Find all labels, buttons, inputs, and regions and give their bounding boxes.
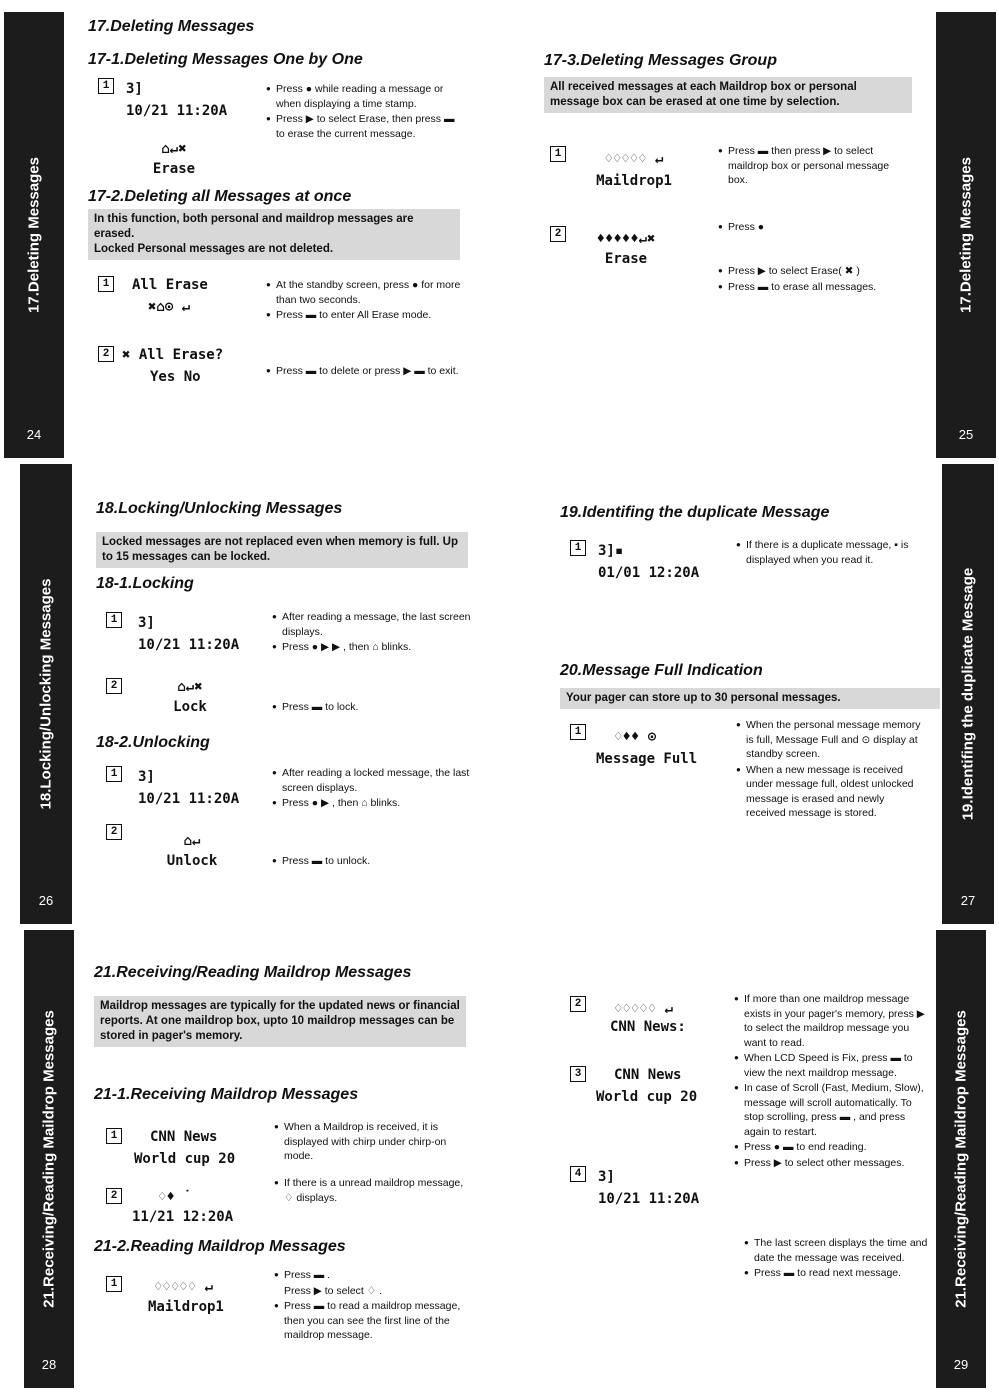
lcd-line: 10/21 11:20A [126,103,228,119]
lcd-line: Lock [173,699,207,715]
instruction-bullet: ● When a Maildrop is received, it is displayed with chirp under chirp-on mode. [274,1120,470,1164]
step-number: 2 [550,226,566,242]
instruction-bullet: ● When the personal message memory is full, Message Full and ⊙ display at standby screen. [736,718,926,762]
lcd-line: CNN News [150,1129,218,1145]
step-number: 4 [570,1166,586,1182]
step-number: 1 [98,78,114,94]
instruction-bullet: ● Press ▬ . [274,1268,470,1283]
instruction-bullet: ● Press ▶ to select Erase( ✖ ) [718,264,918,279]
step-number: 1 [570,724,586,740]
info-note: Locked messages are not replaced even when memory is full. Up to 15 messages can be locked. [96,532,468,568]
lcd-line: 11/21 12:20A [132,1209,234,1225]
page-26-title: 18.Locking/Unlocking Messages [96,500,343,517]
spread-pages-28-29 [24,930,986,1388]
page-27-number: 27 [960,893,976,908]
lcd-line: 3] [138,615,155,631]
section-17-1-heading: 17-1.Deleting Messages One by One [88,51,363,68]
page-26-number: 26 [38,893,54,908]
instruction-list [272,700,472,716]
page-28-number: 28 [41,1357,57,1372]
lcd-line: ⌂↵✖ [177,679,203,695]
step-number: 1 [106,1276,122,1292]
instruction-bullet: ● Press ▬ then press ▶ to select maildrop box or personal message box. [718,144,910,188]
page-28 [24,930,510,1388]
lcd-line: 10/21 11:20A [138,637,240,653]
instruction-bullet: ● At the standby screen, press ● for more than two seconds. [266,278,466,307]
lcd-line: 10/21 11:20A [598,1191,700,1207]
lcd-line: Yes No [150,369,201,385]
info-note [88,209,460,260]
lcd-line: ✖⌂⊙ ↵ [148,299,191,315]
page-29-tab-label: 21.Receiving/Reading Maildrop Messages [952,1010,970,1308]
page-26-tab-label: 18.Locking/Unlocking Messages [37,578,55,810]
page-27-side-tab [942,464,994,924]
instruction-bullet: ● The last screen displays the time and date the message was received. [744,1236,932,1265]
lcd-line: Message Full [596,751,698,767]
instruction-list [274,1120,470,1165]
page-29 [510,930,986,1388]
instruction-list [272,610,472,656]
lcd-line: Erase [604,251,648,267]
note-line: In this function, both personal and maildrop messages are erased. [94,213,414,240]
step-number: 2 [106,824,122,840]
lcd-line: Erase [152,161,196,177]
instruction-bullet: ● Press ▬ to erase all messages. [718,280,918,295]
instruction-bullet: ● After reading a locked message, the last screen displays. [272,766,472,795]
info-note: All received messages at each Maildrop box or personal message box can be erased at one time by selection. [544,77,912,113]
section-21-1-heading: 21-1.Receiving Maildrop Messages [94,1086,359,1103]
step-number: 2 [98,346,114,362]
page-24 [4,12,500,458]
info-note: Maildrop messages are typically for the updated news or financial reports. At one maildrop box, upto 10 maildrop messages can be stored in pager's memory. [94,996,466,1047]
instruction-list [718,144,910,189]
step-number: 1 [106,766,122,782]
lcd-line: ♢♢♢♢♢ ↵ [154,1279,214,1295]
section-17-2-heading: 17-2.Deleting all Messages at once [88,188,352,205]
page-29-number: 29 [953,1357,969,1372]
lcd-line: 3]▪ [598,543,624,559]
instruction-bullet: ● Press ▬ to unlock. [272,854,472,869]
page-27 [508,464,994,924]
instruction-list [736,718,926,822]
page-28-title: 21.Receiving/Reading Maildrop Messages [94,964,412,981]
lcd-line: 10/21 11:20A [138,791,240,807]
instruction-list [736,538,926,568]
section-18-2-heading: 18-2.Unlocking [96,734,210,751]
info-note: Your pager can store up to 30 personal messages. [560,688,940,709]
step-number: 1 [106,612,122,628]
lcd-line: 01/01 12:20A [598,565,700,581]
page-26-side-tab [20,464,72,924]
instruction-line: Press ▶ to select ♢ . [284,1284,383,1297]
instruction-bullet: ● Press ▬ to delete or press ▶ ▬ to exit. [266,364,466,379]
section-17-3-heading: 17-3.Deleting Messages Group [544,52,777,69]
instruction-list [272,854,472,870]
instruction-bullet: ● Press ● ▬ to end reading. [734,1140,932,1155]
lcd-line: CNN News [614,1067,682,1083]
instruction-list [734,992,932,1171]
instruction-bullet: ● Press ▬ to lock. [272,700,472,715]
lcd-line: 3] [126,81,143,97]
instruction-bullet: ● In case of Scroll (Fast, Medium, Slow), message will scroll automatically. To stop scrolling, press ▬ , and press again to restart. [734,1081,932,1139]
instruction-bullet: ● If there is a unread maildrop message, ♢ displays. [274,1176,470,1205]
page-28-side-tab [24,930,74,1388]
lcd-line: ♢♢♢♢♢ ↵ [614,1001,674,1017]
step-number: 1 [106,1128,122,1144]
lcd-line: Maildrop1 [596,173,672,189]
instruction-bullet: ● Press ▬ to read next message. [744,1266,932,1281]
lcd-line: All Erase [132,277,208,293]
page-26 [20,464,508,924]
step-number: 1 [570,540,586,556]
lcd-line: CNN News: [610,1019,686,1035]
lcd-line: 3] [138,769,155,785]
section-19-heading: 19.Identifing the duplicate Message [560,504,830,521]
instruction-bullet: ● Press ▬ to enter All Erase mode. [266,308,466,323]
instruction-list [274,1268,470,1344]
spread-pages-26-27 [20,464,994,924]
section-21-2-heading: 21-2.Reading Maildrop Messages [94,1238,346,1255]
page-24-side-tab [4,12,64,458]
step-number: 2 [106,1188,122,1204]
step-number: 3 [570,1066,586,1082]
lcd-line: ⌂↵ [183,833,201,849]
step-number: 1 [98,276,114,292]
lcd-line: ♢♦♦ ⊙ [614,729,657,745]
lcd-line: ♢♢♢♢♢ ↵ [604,151,664,167]
page-27-tab-label: 19.Identifing the duplicate Message [959,567,977,821]
lcd-line: World cup 20 [596,1089,698,1105]
instruction-bullet: ● Press ● ▶ ▶ , then ⌂ blinks. [272,640,472,655]
note-line: Locked Personal messages are not deleted. [94,243,334,255]
instruction-bullet: ● When a new message is received under message full, oldest unlocked message is erased and newly received message is stored. [736,763,926,821]
instruction-list [266,278,466,324]
instruction-bullet: ● Press ● ▶ , then ⌂ blinks. [272,796,472,811]
instruction-list [274,1176,470,1206]
instruction-bullet: ● When LCD Speed is Fix, press ▬ to view the next maildrop message. [734,1051,932,1080]
instruction-list [266,364,466,380]
instruction-list [272,766,472,812]
lcd-line: ✖ All Erase? [122,347,224,363]
page-24-number: 24 [26,427,42,442]
page-28-tab-label: 21.Receiving/Reading Maildrop Messages [40,1010,58,1308]
instruction-bullet: ● After reading a message, the last screen displays. [272,610,472,639]
lcd-line: ♢♦ ˙ [158,1189,192,1205]
page-24-tab-label: 17.Deleting Messages [25,157,43,313]
instruction-bullet: ● Press ▬ to read a maildrop message, then you can see the first line of the maildrop message. [274,1299,470,1343]
page-25-tab-label: 17.Deleting Messages [957,157,975,313]
step-number: 1 [550,146,566,162]
lcd-line: ♦♦♦♦♦↵✖ [596,231,656,247]
page-25-side-tab [936,12,996,458]
page-29-side-tab [936,930,986,1388]
instruction-bullet: ● Press ▶ to select other messages. [734,1156,932,1171]
spread-pages-24-25 [4,12,996,458]
lcd-line: Unlock [166,853,218,869]
instruction-list [718,220,910,236]
instruction-list [266,82,466,142]
instruction-bullet: ● Press ● while reading a message or when displaying a time stamp. [266,82,466,111]
section-18-1-heading: 18-1.Locking [96,575,194,592]
page-25 [500,12,996,458]
instruction-bullet: ● Press ● [718,220,910,235]
instruction-list [744,1236,932,1282]
instruction-bullet: ● If there is a duplicate message, ▪ is displayed when you read it. [736,538,926,567]
step-number: 2 [106,678,122,694]
page-25-number: 25 [958,427,974,442]
lcd-line: Maildrop1 [148,1299,224,1315]
instruction-bullet: ● If more than one maildrop message exists in your pager's memory, press ▶ to select the maildrop message you want to read. [734,992,932,1050]
section-20-heading: 20.Message Full Indication [560,662,763,679]
lcd-line: 3] [598,1169,615,1185]
instruction-bullet: ● Press ▶ to select Erase, then press ▬ to erase the current message. [266,112,466,141]
step-number: 2 [570,996,586,1012]
lcd-line: World cup 20 [134,1151,236,1167]
instruction-list [718,264,918,295]
lcd-line: ⌂↵✖ [161,141,187,157]
page-24-title: 17.Deleting Messages [88,18,255,35]
